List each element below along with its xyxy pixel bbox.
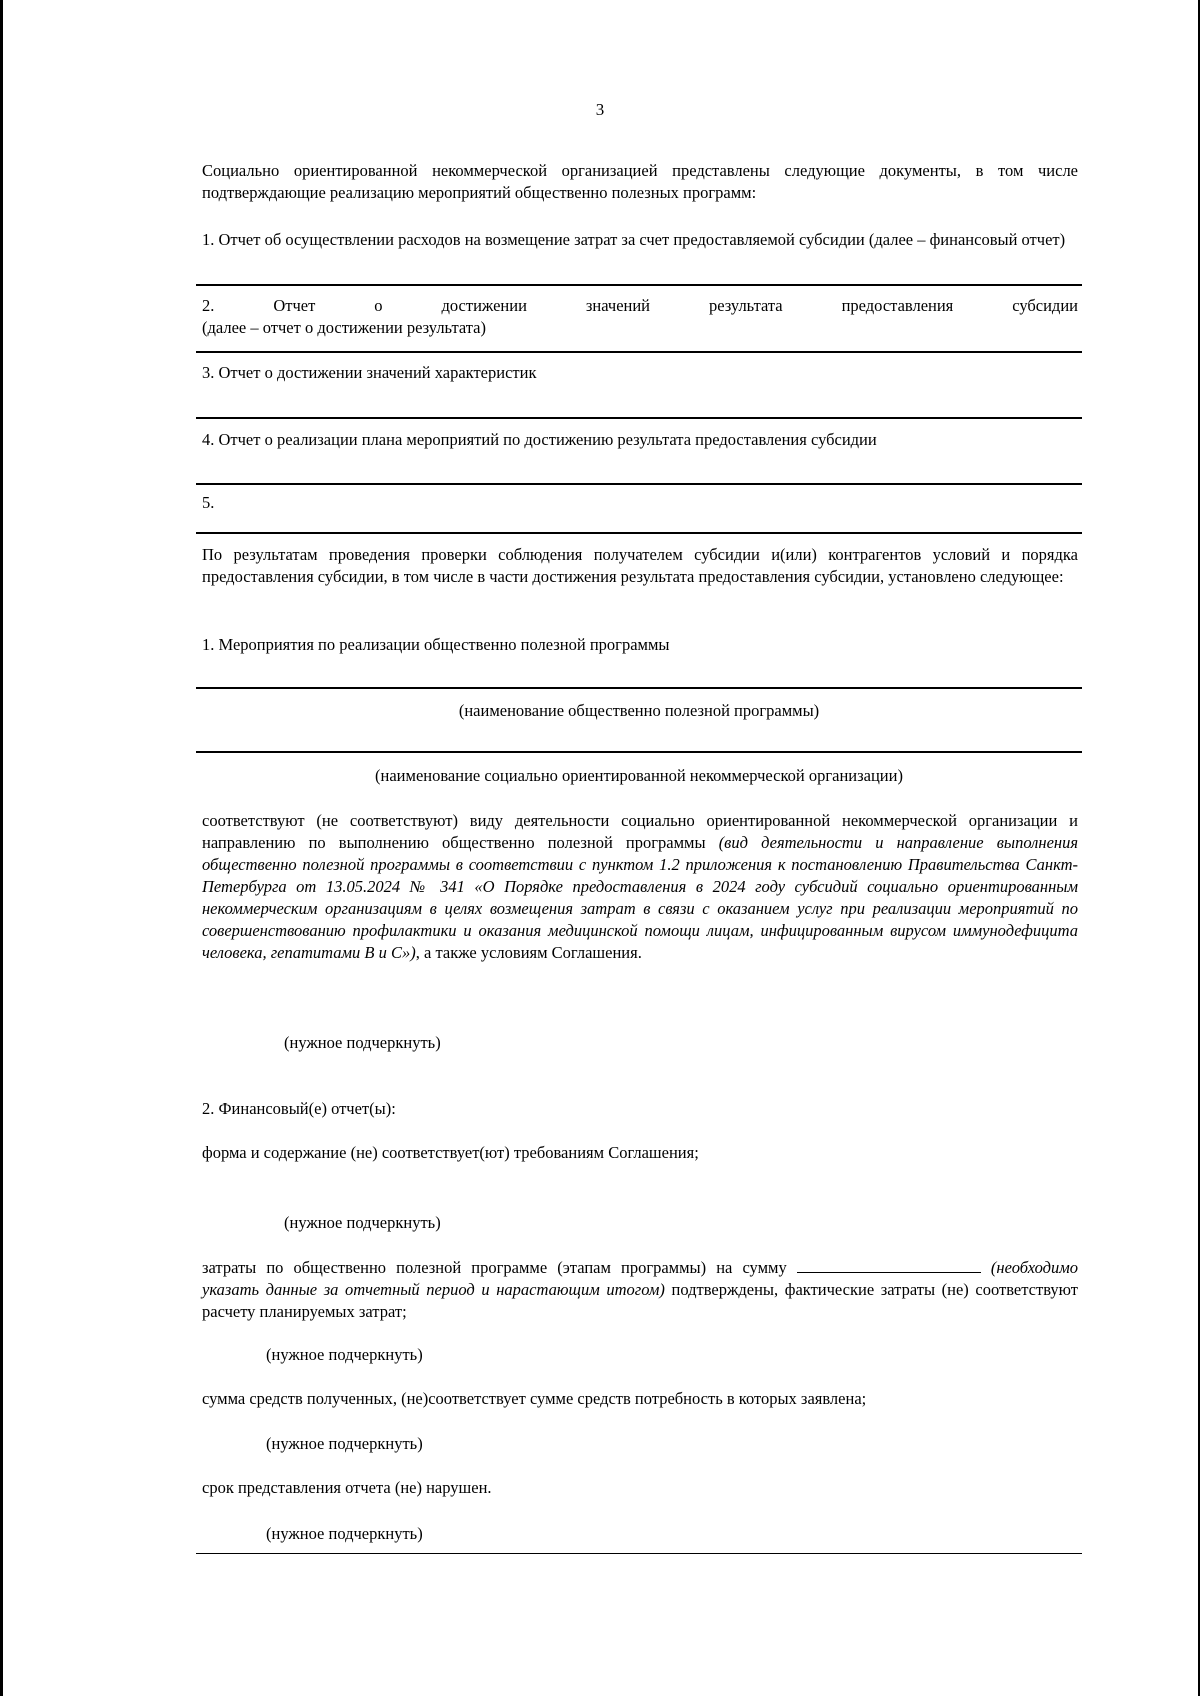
document-item-3: 3. Отчет о достижении значений характеристик xyxy=(202,363,537,382)
results-intro-paragraph: По результатам проведения проверки соблюдения получателем субсидии и(или) контрагентов условий и порядка предоставления субсидии, в том числе в части достижения результата предоставления субсидии, установлено следующее: xyxy=(202,545,1078,586)
org-name-line xyxy=(196,751,1082,753)
program-name-caption: (наименование общественно полезной программы) xyxy=(458,701,820,720)
underline-note: (нужное подчеркнуть) xyxy=(266,1434,423,1453)
divider-line xyxy=(196,417,1082,419)
document-item-2-line2: (далее – отчет о достижении результата) xyxy=(202,318,486,337)
underline-note: (нужное подчеркнуть) xyxy=(266,1345,423,1364)
underline-note: (нужное подчеркнуть) xyxy=(266,1524,423,1543)
page-number: 3 xyxy=(595,100,605,119)
divider-line xyxy=(196,351,1082,353)
document-item-5: 5. xyxy=(202,493,215,512)
costs-text-italic: (необходимо указать данные за отчетный период и нарастающим итогом) xyxy=(202,1258,1079,1299)
compliance-text-italic: (вид деятельности и направление выполнения общественно полезной программы в соответствии с пунктом 1.2 приложения к постановлению Правительства Санкт-Петербурга от 13.05.2024 № 341 «О Порядке предоставления в 2024 году субсидий социально ориентированным некоммерческим организациям в целях возмещения затрат в связи с оказанием услуг при реализации мероприятий по совершенствованию профилактики и оказания медицинской помощи лицам, инфицированным вирусом иммунодефицита человека, гепатитами В и С») xyxy=(202,833,1078,962)
sum-received-line: сумма средств полученных, (не)соответствует сумме средств потребность в которых заявлена; xyxy=(202,1389,867,1408)
costs-text-end: подтверждены, фактические затраты (не) соответствуют расчету планируемых затрат; xyxy=(202,1280,1078,1321)
divider-line xyxy=(196,483,1082,485)
amount-blank-line xyxy=(797,1256,981,1273)
document-item-2-line1: 2. Отчет о достижении значений результата предоставления субсидии xyxy=(202,296,1078,315)
document-item-4: 4. Отчет о реализации плана мероприятий по достижению результата предоставления субсидии xyxy=(202,430,877,449)
form-content-line: форма и содержание (не) соответствует(ют) требованиям Соглашения; xyxy=(202,1143,699,1162)
scan-edge-left xyxy=(0,0,3,1696)
compliance-text-end: , а также условиям Соглашения. xyxy=(415,943,642,962)
deadline-line: срок представления отчета (не) нарушен. xyxy=(202,1478,492,1497)
item2-title: 2. Финансовый(е) отчет(ы): xyxy=(202,1099,396,1118)
underline-note: (нужное подчеркнуть) xyxy=(284,1213,441,1232)
underline-note: (нужное подчеркнуть) xyxy=(284,1033,441,1052)
program-name-line xyxy=(196,687,1082,689)
costs-text-start: затраты по общественно полезной программе (этапам программы) на сумму xyxy=(202,1258,797,1277)
document-item-1: 1. Отчет об осуществлении расходов на возмещение затрат за счет предоставляемой субсидии (далее – финансовый отчет) xyxy=(202,230,1066,249)
intro-paragraph: Социально ориентированной некоммерческой организацией представлены следующие документы, в том числе подтверждающие реализацию мероприятий общественно полезных программ: xyxy=(202,161,1078,202)
bottom-line xyxy=(196,1553,1082,1554)
item1-title: 1. Мероприятия по реализации общественно полезной программы xyxy=(202,635,670,654)
compliance-paragraph xyxy=(202,810,1078,964)
costs-paragraph xyxy=(202,1256,1078,1323)
compliance-text-start: соответствуют (не соответствуют) виду деятельности социально ориентированной некоммерческой организации и направлению по выполнению общественно полезной программы xyxy=(202,811,1078,852)
org-name-caption: (наименование социально ориентированной некоммерческой организации) xyxy=(375,766,903,785)
divider-line xyxy=(196,532,1082,534)
divider-line xyxy=(196,284,1082,286)
